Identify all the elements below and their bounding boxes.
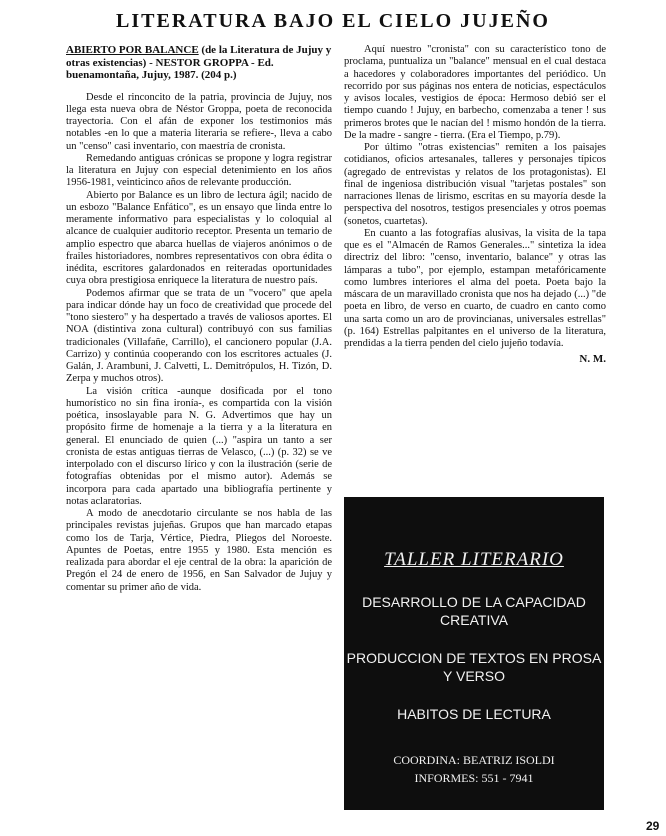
page-title: LITERATURA BAJO EL CIELO JUJEÑO bbox=[116, 10, 550, 32]
author-initials: N. M. bbox=[579, 353, 606, 366]
right-column bbox=[344, 44, 606, 366]
book-details: (de la Literatura de Jujuy y otras existencias) - NESTOR GROPPA - Ed. buenamontaña, Jujuy, 1987. (204 p.) bbox=[66, 44, 332, 81]
article-paragraph: Aquí nuestro "cronista" con su característico tono de proclama, puntualiza un "balance" mensual en el cual destaca a hacedores y colaboradores importantes del periódico. Un recorrido por sus páginas nos entera de noticias, espectáculos y avisos locales, vestigios de época: Hermoso debió ser el tiempo cuando ! Jujuy, en barbecho, comenzaba a tener ! sus primeros brotes que le nacían del ! mismo hondón de la tierra. De la madre - sangre - tierra. (Era el Tiempo, p.79). bbox=[344, 44, 606, 141]
ad-item: HABITOS DE LECTURA bbox=[397, 706, 551, 722]
article-paragraph: Por último "otras existencias" remiten a los paisajes cotidianos, oficios artesanales, talleres y personajes típicos (agregado de entrevistas y relatos de los protagonistas). El final de ingeniosa distribución visual "tarjetas postales" son narraciones llenas de lirismo, escritas en su mayoría desde la perspectiva del nosotros, testigos presenciales y otros poemas (sonetos, cuartetas). bbox=[344, 142, 606, 227]
ad-phone: INFORMES: 551 - 7941 bbox=[414, 771, 534, 785]
ad-coordinator: COORDINA: BEATRIZ ISOLDI bbox=[393, 753, 555, 767]
ad-title: TALLER LITERARIO bbox=[384, 549, 564, 570]
article-paragraph: Podemos afirmar que se trata de un "vocero" que apela para indicar dónde hay un foco de creatividad que procede del "tono siestero" y ha despertado a través de valiosos aportes. El NOA (distintiva zona cultural) contribuyó con sus familias tradicionales (Villafañe, Carrillo), el cancionero popular (J.A. Carrizo) y continúa cooperando con los escritores actuales (J. Galán, J. Arambuni, J. Calvetti, L. Demitrópulos, H. Tizón, D. Zerpa y muchos otros). bbox=[66, 287, 332, 385]
bibliography-entry bbox=[66, 44, 332, 82]
workshop-advertisement bbox=[344, 497, 604, 810]
page-number: 29 bbox=[646, 819, 660, 833]
article-paragraph: Desde el rinconcito de la patria, provincia de Jujuy, nos llega esta nueva obra de Néstor Groppa, poeta de reconocida trayectoria. Con el afán de exponer los testimonios más notables -en lo que a materia literaria se refiere-, lleva a cabo un "censo" casi inventario, con maestría de cronista. bbox=[66, 91, 332, 152]
article-paragraph: En cuanto a las fotografías alusivas, la visita de la tapa que es el "Almacén de Ramos Generales..." sintetiza la idea directriz del libro: "censo, inventario, balance" y otras las lámparas a tubo", por ejemplo, estampan metafóricamente como lumbres interiores el alma del poeta. Poeta bajo la máscara de un maravillado cronista que nos ha dejado (...) "de poeta en libro, de verso en cuarto, de cuadro en canto como una sarta como un aro de provincianas, universales estrellas" (p. 164) Estrellas palpitantes en el universo de la literatura, prendidas a la tierra penden del cielo jujeño todavía. bbox=[344, 227, 606, 349]
ad-item: DESARROLLO DE LA CAPACIDAD CREATIVA bbox=[362, 594, 586, 628]
left-column bbox=[66, 44, 332, 594]
ad-item: PRODUCCION DE TEXTOS EN PROSA Y VERSO bbox=[346, 650, 602, 684]
book-title: ABIERTO POR BALANCE bbox=[66, 44, 199, 56]
ad-contact bbox=[344, 751, 604, 787]
article-paragraph: Abierto por Balance es un libro de lectura ágil; nacido de un esbozo "Balance Enfático", es un ensayo que linda entre lo meramente informativo para especialistas y lo coloquial al alcance de cualquier auditorio receptor. Presenta un temario de amplio espectro que abarca huellas de viajeros anónimos o de frailes historiadores, nombres representativos con obra édita o inédita, escritores galardonados en reiteradas oportunidades cuya obra prestigiosa enriquece la literatura de nuestro país. bbox=[66, 189, 332, 287]
article-paragraph: A modo de anecdotario circulante se nos habla de las principales revistas jujeñas. Grupos que han marcado etapas como los de Tarja, Vértice, Piedra, Pliegos del Noroeste. Apuntes de Poetas, entre 1955 y 1980. Esta mención es realizada para abordar el eje central de la obra: la aparición de Pregón el 24 de enero de 1956, en San Salvador de Jujuy y comentar su primer año de vida. bbox=[66, 508, 332, 593]
article-paragraph: Remedando antiguas crónicas se propone y logra registrar la literatura en Jujuy con especial detenimiento en los años 1956-1981, veinticinco años de relevante producción. bbox=[66, 152, 332, 189]
article-paragraph: La visión crítica -aunque dosificada por el tono humorístico no sin fina ironía-, es compartida con la visión poética, insoslayable para N. G. Advertimos que hay un propósito firme de homenaje a la tierra y a la literatura en general. El enunciado de quien (...) "aspira un tanto a ser cronista de estas antiguas tierras de Velasco, (...) (p. 32) se ve interpolado con el discurso lírico y con la ilustración (serie de fotografías obtenidas por el mismo autor). Además se incorpora para cada apartado una bibliografía pertinente y notas aclaratorias. bbox=[66, 385, 332, 507]
